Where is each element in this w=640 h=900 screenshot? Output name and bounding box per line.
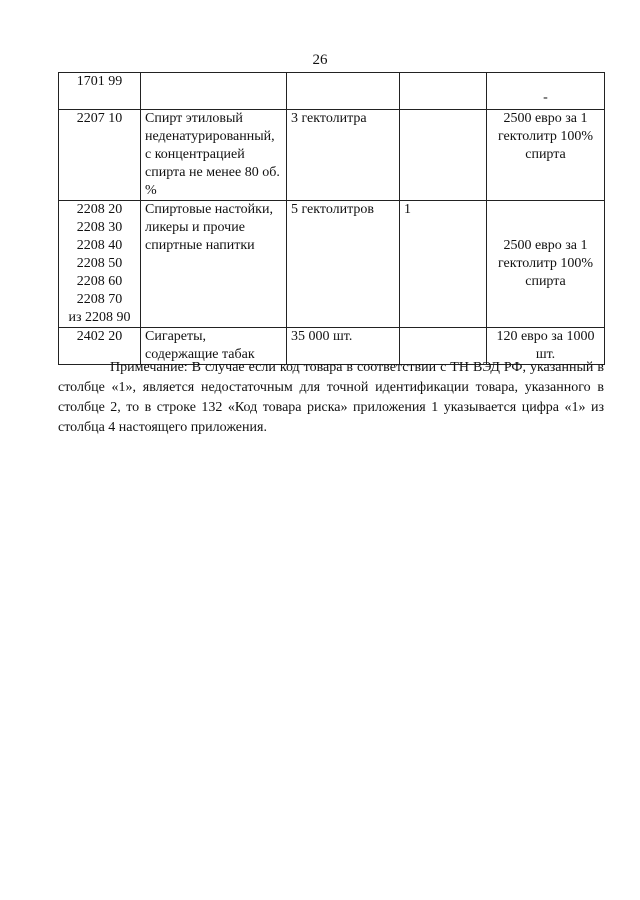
duty-cell: 120 евро за 1000 шт. [487,328,605,365]
quantity-cell: 35 000 шт. [287,328,400,365]
quantity-cell: 5 гектолитров [287,201,400,328]
code-cell [59,73,141,110]
code-line: 1701 99 [76,74,123,89]
code-cell [59,110,141,201]
name-cell [141,73,287,110]
code-line: 2208 40 [76,238,123,253]
column4-cell [400,73,487,110]
column4-cell: 1 [400,201,487,328]
code-line: 2208 50 [76,256,123,271]
quantity-cell: 3 гектолитра [287,110,400,201]
code-line: из 2208 90 [68,310,131,325]
duty-value: 2500 евро за 1 гектолитр 100% спирта [497,238,594,289]
duty-cell [487,73,605,110]
cell-spacer [491,201,600,237]
table-row [59,73,605,110]
column4-cell [400,110,487,201]
code-line: 2208 30 [76,220,123,235]
table-row [59,201,605,328]
table-row [59,110,605,201]
code-line: 2207 10 [76,111,123,126]
duty-cell [487,201,605,328]
duty-value: - [543,90,548,105]
name-cell: Спирт этиловый неденатурированный, с концентрацией спирта не менее 80 об. % [141,110,287,201]
name-cell: Сигареты, содержащие табак [141,328,287,365]
code-cell [59,201,141,328]
page-number: 26 [312,52,328,68]
code-line: 2208 70 [76,292,123,307]
code-line: 2208 60 [76,274,123,289]
quantity-cell [287,73,400,110]
code-line: 2208 20 [76,202,123,217]
note-paragraph: Примечание: В случае если код товара в соответствии с ТН ВЭД РФ, указанный в столбце «1», является недостаточным для точной идентификации товара, указанного в столбце 2, то в строке 132 «Код товара риска» приложения 1 указывается цифра «1» из столбца 4 настоящего приложения. [58,360,604,435]
code-line: 2402 20 [76,329,123,344]
name-cell: Спиртовые настойки, ликеры и прочие спиртные напитки [141,201,287,328]
goods-table [58,72,605,365]
duty-cell: 2500 евро за 1 гектолитр 100% спирта [487,110,605,201]
